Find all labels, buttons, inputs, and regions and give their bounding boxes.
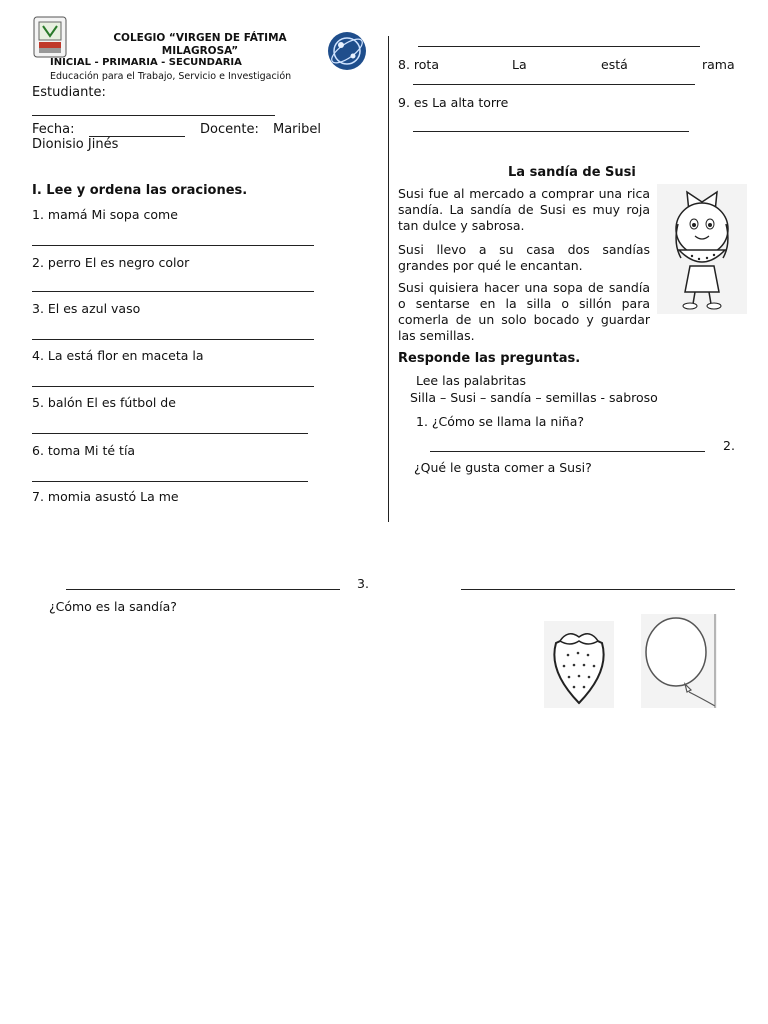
- globe-logo-icon: [327, 31, 367, 71]
- question: 1. ¿Cómo se llama la niña?: [416, 414, 585, 429]
- list-item: 2. perro El es negro color: [32, 255, 190, 270]
- school-name: COLEGIO “VIRGEN DE FÁTIMA: [113, 32, 287, 44]
- answer-line[interactable]: [413, 84, 695, 85]
- list-item-word: está: [601, 57, 628, 72]
- words-list: Silla – Susi – sandía – semillas - sabroso: [410, 390, 658, 405]
- teacher-name-rest: Dionisio Jinés: [32, 137, 119, 152]
- list-item: 6. toma Mi té tía: [32, 443, 136, 458]
- question-number: 2.: [723, 438, 735, 453]
- balloon-icon: [641, 614, 717, 708]
- list-item-word: La: [512, 57, 527, 72]
- school-motto: Educación para el Trabajo, Servicio e Investigación: [50, 71, 292, 82]
- answer-line[interactable]: [32, 433, 308, 434]
- strawberry-icon: [544, 621, 614, 708]
- teacher-name: Maribel: [273, 122, 322, 137]
- answer-line[interactable]: [66, 589, 340, 590]
- answer-line[interactable]: [32, 339, 314, 340]
- answer-line[interactable]: [418, 46, 700, 47]
- list-item: 8. rota: [398, 57, 439, 72]
- story-title: La sandía de Susi: [508, 165, 636, 180]
- list-item-word: rama: [702, 57, 735, 72]
- teacher-label: Docente:: [200, 122, 259, 137]
- story-paragraph: Susi llevo a su casa dos sandías grandes por qué le encantan.: [398, 242, 650, 273]
- list-item: 9. es La alta torre: [398, 95, 509, 110]
- girl-eating-watermelon-icon: [657, 184, 747, 314]
- answer-line[interactable]: [32, 386, 314, 387]
- school-name-line2: MILAGROSA”: [161, 45, 239, 57]
- list-item: 7. momia asustó La me: [32, 489, 179, 504]
- section-title: I. Lee y ordena las oraciones.: [32, 183, 248, 198]
- list-item: 1. mamá Mi sopa come: [32, 207, 178, 222]
- school-crest-icon: [33, 16, 67, 58]
- question: ¿Cómo es la sandía?: [49, 599, 177, 614]
- answer-line[interactable]: [32, 481, 308, 482]
- answer-line[interactable]: [413, 131, 689, 132]
- story-paragraph: Susi quisiera hacer una sopa de sandía o sentarse en la silla o sillón para comerla de un solo bocado y guardar las semillas.: [398, 280, 650, 343]
- student-label: Estudiante:: [32, 85, 106, 100]
- question-number: 3.: [357, 576, 369, 591]
- student-name-line[interactable]: [32, 115, 275, 116]
- answer-line[interactable]: [461, 589, 735, 590]
- list-item: 4. La está flor en maceta la: [32, 348, 204, 363]
- story-paragraph: Susi fue al mercado a comprar una rica sandía. La sandía de Susi es muy roja tan dulce y sabrosa.: [398, 186, 650, 233]
- answer-line[interactable]: [430, 451, 705, 452]
- answer-line[interactable]: [32, 245, 314, 246]
- date-label: Fecha:: [32, 122, 75, 137]
- school-levels: INICIAL - PRIMARIA - SECUNDARIA: [50, 57, 242, 68]
- column-divider: [388, 36, 389, 522]
- answer-line[interactable]: [32, 291, 314, 292]
- words-label: Lee las palabritas: [416, 373, 527, 388]
- list-item: 3. El es azul vaso: [32, 301, 141, 316]
- question: ¿Qué le gusta comer a Susi?: [414, 460, 592, 475]
- questions-title: Responde las preguntas.: [398, 351, 581, 366]
- list-item: 5. balón El es fútbol de: [32, 395, 176, 410]
